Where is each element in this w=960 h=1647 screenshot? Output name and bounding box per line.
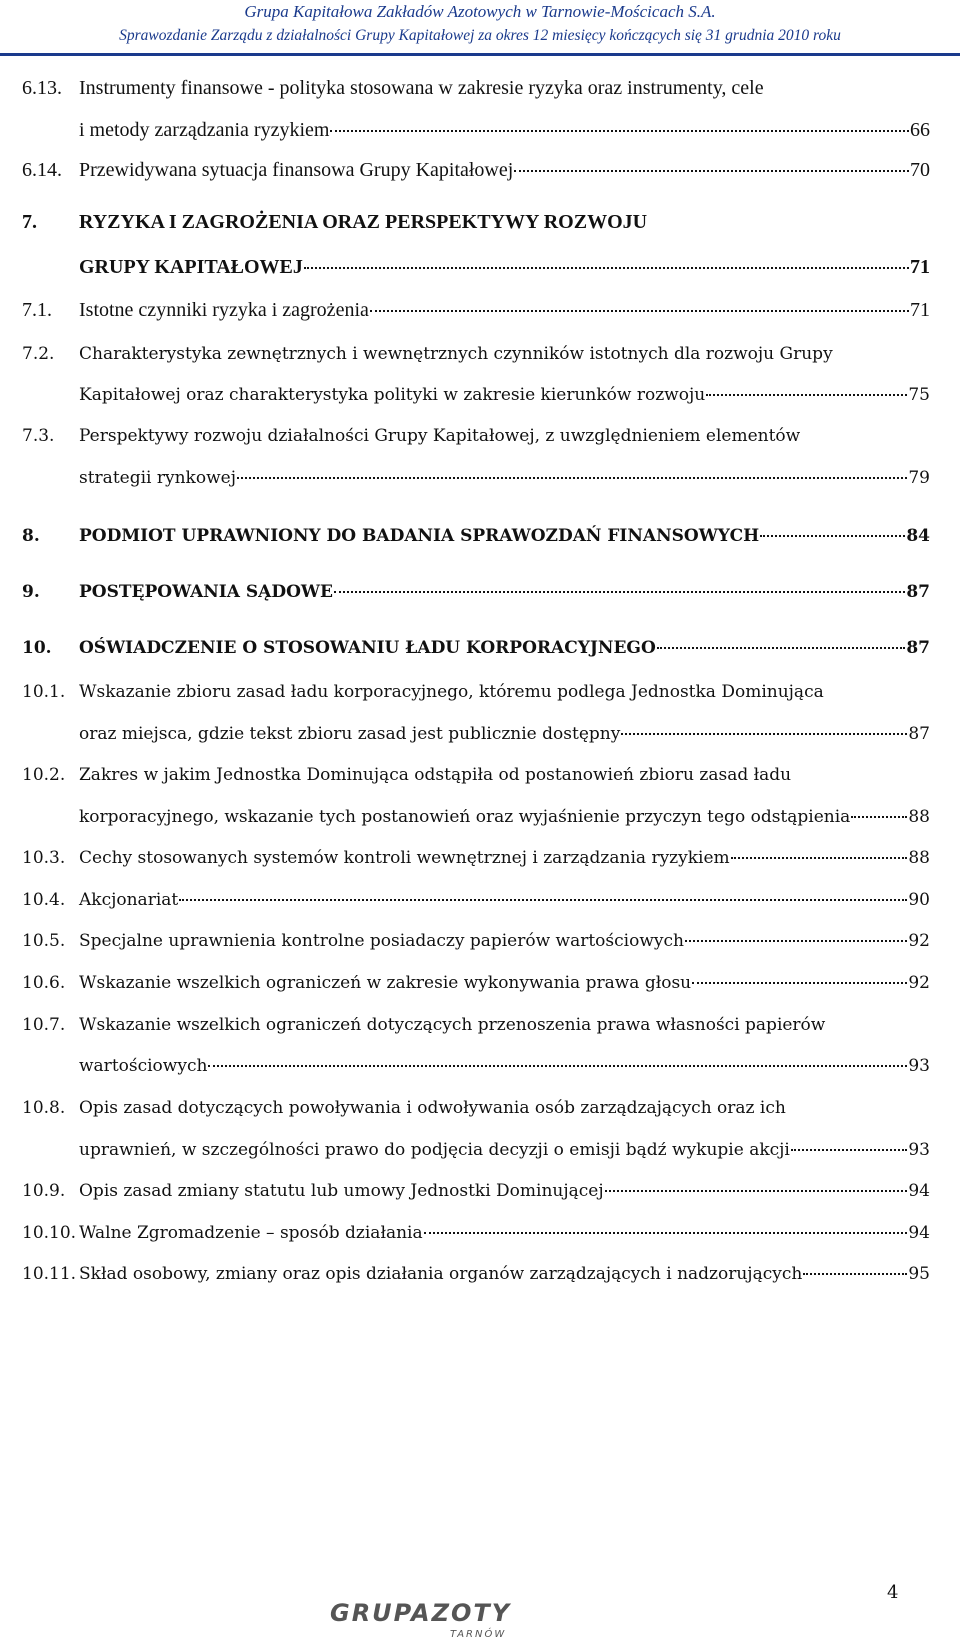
toc-entry-number: 10.3. bbox=[22, 848, 66, 868]
toc-entry[interactable] bbox=[22, 971, 930, 997]
toc-entry-number: 10.2. bbox=[22, 765, 66, 785]
toc-entry-text: Akcjonariat bbox=[79, 890, 179, 910]
dot-leader bbox=[621, 733, 907, 735]
toc-entry-number: 10.4. bbox=[22, 890, 66, 910]
toc-entry[interactable] bbox=[22, 1262, 930, 1288]
toc-page-number: 84 bbox=[906, 526, 930, 546]
toc-entry-number: 10.7. bbox=[22, 1015, 66, 1035]
toc-entry[interactable] bbox=[22, 342, 930, 412]
dot-leader bbox=[304, 267, 909, 269]
toc-page-number: 94 bbox=[908, 1181, 930, 1201]
toc-entry-text: Instrumenty finansowe - polityka stosowana w zakresie ryzyka oraz instrumenty, cele bbox=[79, 77, 764, 99]
toc-entry[interactable] bbox=[22, 298, 930, 324]
toc-entry[interactable] bbox=[22, 424, 930, 494]
toc-entry-text: korporacyjnego, wskazanie tych postanowień oraz wyjaśnienie przyczyn tego odstąpienia bbox=[79, 807, 851, 827]
toc-entry-number: 10.6. bbox=[22, 973, 66, 993]
toc-entry-number: 7.2. bbox=[22, 344, 55, 364]
dot-leader bbox=[370, 310, 909, 312]
toc-entry-number: 10.11. bbox=[22, 1264, 77, 1284]
dot-leader bbox=[208, 1065, 907, 1067]
toc-entry-text: Wskazanie wszelkich ograniczeń w zakresie wykonywania prawa głosu bbox=[79, 973, 692, 993]
toc-page-number: 94 bbox=[908, 1223, 930, 1243]
dot-leader bbox=[803, 1273, 907, 1275]
toc-entry-text: OŚWIADCZENIE O STOSOWANIU ŁADU KORPORACYJNEGO bbox=[79, 638, 656, 658]
toc-entry-number: 10.1. bbox=[22, 682, 66, 702]
toc-entry-text: Opis zasad zmiany statutu lub umowy Jednostki Dominującej bbox=[79, 1181, 604, 1201]
toc-entry-number: 7. bbox=[22, 211, 37, 233]
toc-entry-text: Wskazanie wszelkich ograniczeń dotyczących przenoszenia prawa własności papierów bbox=[79, 1015, 826, 1035]
toc-entry-text: Perspektywy rozwoju działalności Grupy Kapitałowej, z uwzględnieniem elementów bbox=[79, 426, 801, 446]
dot-leader bbox=[685, 940, 907, 942]
company-logo bbox=[330, 1599, 580, 1641]
toc-page-number: 70 bbox=[910, 159, 930, 181]
dot-leader bbox=[692, 982, 907, 984]
dot-leader bbox=[791, 1149, 907, 1151]
toc-entry[interactable] bbox=[22, 1013, 930, 1083]
toc-page-number: 92 bbox=[908, 973, 930, 993]
toc-page-number: 87 bbox=[906, 638, 930, 658]
toc-entry-text: Kapitałowej oraz charakterystyka polityki w zakresie kierunków rozwoju bbox=[79, 385, 706, 405]
toc-entry[interactable] bbox=[22, 1096, 930, 1166]
toc-entry-text: oraz miejsca, gdzie tekst zbioru zasad jest publicznie dostępny bbox=[79, 724, 621, 744]
toc-entry-text: Istotne czynniki ryzyka i zagrożenia bbox=[79, 299, 369, 321]
toc-entry-number: 10.10. bbox=[22, 1223, 77, 1243]
dot-leader bbox=[334, 591, 905, 593]
toc-entry-text: Charakterystyka zewnętrznych i wewnętrznych czynników istotnych dla rozwoju Grupy bbox=[79, 344, 833, 364]
toc-page-number: 71 bbox=[910, 256, 930, 278]
toc-page-number: 92 bbox=[908, 931, 930, 951]
toc-page-number: 95 bbox=[908, 1264, 930, 1284]
dot-leader bbox=[706, 394, 907, 396]
toc-entry-number: 7.3. bbox=[22, 426, 55, 446]
toc-entry-text: RYZYKA I ZAGROŻENIA ORAZ PERSPEKTYWY ROZWOJU bbox=[79, 211, 648, 233]
toc-entry[interactable] bbox=[22, 636, 930, 662]
dot-leader bbox=[179, 899, 907, 901]
toc-page-number: 88 bbox=[908, 807, 930, 827]
logo-wordmark: GRUPAZOTY bbox=[330, 1599, 512, 1627]
toc-entry[interactable] bbox=[22, 1221, 930, 1247]
toc-entry-text: wartościowych bbox=[79, 1056, 208, 1076]
toc-entry[interactable] bbox=[22, 158, 930, 184]
toc-entry[interactable] bbox=[22, 763, 930, 833]
dot-leader bbox=[731, 857, 908, 859]
dot-leader bbox=[424, 1232, 908, 1234]
toc-entry-number: 6.13. bbox=[22, 77, 62, 99]
toc-entry[interactable] bbox=[22, 580, 930, 606]
toc-entry-number: 10. bbox=[22, 638, 52, 658]
toc-entry-text: i metody zarządzania ryzykiem bbox=[79, 119, 330, 141]
toc-entry-number: 7.1. bbox=[22, 299, 52, 321]
header-company-name: Grupa Kapitałowa Zakładów Azotowych w Tarnowie-Mościcach S.A. bbox=[244, 2, 716, 21]
toc-entry[interactable] bbox=[22, 680, 930, 750]
dot-leader bbox=[851, 816, 907, 818]
toc-entry-number: 8. bbox=[22, 526, 40, 546]
toc-entry-text: Skład osobowy, zmiany oraz opis działania organów zarządzających i nadzorujących bbox=[79, 1264, 803, 1284]
toc-entry-text: POSTĘPOWANIA SĄDOWE bbox=[79, 582, 333, 602]
toc-entry-number: 10.8. bbox=[22, 1098, 66, 1118]
toc-entry-text: Wskazanie zbioru zasad ładu korporacyjnego, któremu podlega Jednostka Dominująca bbox=[79, 682, 824, 702]
dot-leader bbox=[605, 1190, 908, 1192]
toc-entry-text: Opis zasad dotyczących powoływania i odwoływania osób zarządzających oraz ich bbox=[79, 1098, 786, 1118]
toc-entry[interactable] bbox=[22, 846, 930, 872]
header-report-title: Sprawozdanie Zarządu z działalności Grupy Kapitałowej za okres 12 miesięcy kończących się 31 grudnia 2010 roku bbox=[119, 27, 841, 44]
toc-entry[interactable] bbox=[22, 524, 930, 550]
toc-entry[interactable] bbox=[22, 210, 930, 284]
page-number: 4 bbox=[887, 1582, 899, 1603]
toc-entry-number: 10.5. bbox=[22, 931, 66, 951]
toc-entry-text: PODMIOT UPRAWNIONY DO BADANIA SPRAWOZDAŃ FINANSOWYCH bbox=[79, 526, 760, 546]
dot-leader bbox=[514, 170, 909, 172]
toc-entry[interactable] bbox=[22, 76, 930, 146]
dot-leader bbox=[760, 535, 905, 537]
toc-entry-number: 9. bbox=[22, 582, 40, 602]
toc-entry-text: Specjalne uprawnienia kontrolne posiadaczy papierów wartościowych bbox=[79, 931, 684, 951]
toc-entry[interactable] bbox=[22, 888, 930, 914]
toc-entry-number: 10.9. bbox=[22, 1181, 66, 1201]
toc-page-number: 66 bbox=[910, 119, 930, 141]
toc-page-number: 87 bbox=[906, 582, 930, 602]
toc-page-number: 75 bbox=[908, 385, 930, 405]
toc-entry-text: uprawnień, w szczególności prawo do podjęcia decyzji o emisji bądź wykupie akcji bbox=[79, 1140, 790, 1160]
toc-page-number: 71 bbox=[910, 299, 930, 321]
dot-leader bbox=[237, 477, 907, 479]
toc-entry-text: strategii rynkowej bbox=[79, 468, 236, 488]
toc-entry-text: Walne Zgromadzenie – sposób działania bbox=[79, 1223, 423, 1243]
dot-leader bbox=[657, 647, 906, 649]
toc-entry[interactable] bbox=[22, 1179, 930, 1205]
toc-entry-number: 6.14. bbox=[22, 159, 62, 181]
toc-page-number: 90 bbox=[908, 890, 930, 910]
toc-page-number: 88 bbox=[908, 848, 930, 868]
toc-entry-text: Cechy stosowanych systemów kontroli wewnętrznej i zarządzania ryzykiem bbox=[79, 848, 730, 868]
toc-entry-text: GRUPY KAPITAŁOWEJ bbox=[79, 256, 303, 278]
toc-entry-text: Przewidywana sytuacja finansowa Grupy Kapitałowej bbox=[79, 159, 514, 181]
toc-entry-text: Zakres w jakim Jednostka Dominująca odstąpiła od postanowień zbioru zasad ładu bbox=[79, 765, 792, 785]
toc-page-number: 79 bbox=[908, 468, 930, 488]
toc-page-number: 93 bbox=[908, 1056, 930, 1076]
toc-entry[interactable] bbox=[22, 929, 930, 955]
toc-page-number: 93 bbox=[908, 1140, 930, 1160]
toc-page-number: 87 bbox=[908, 724, 930, 744]
dot-leader bbox=[330, 130, 909, 132]
logo-subtitle: TARNÓW bbox=[450, 1629, 507, 1640]
